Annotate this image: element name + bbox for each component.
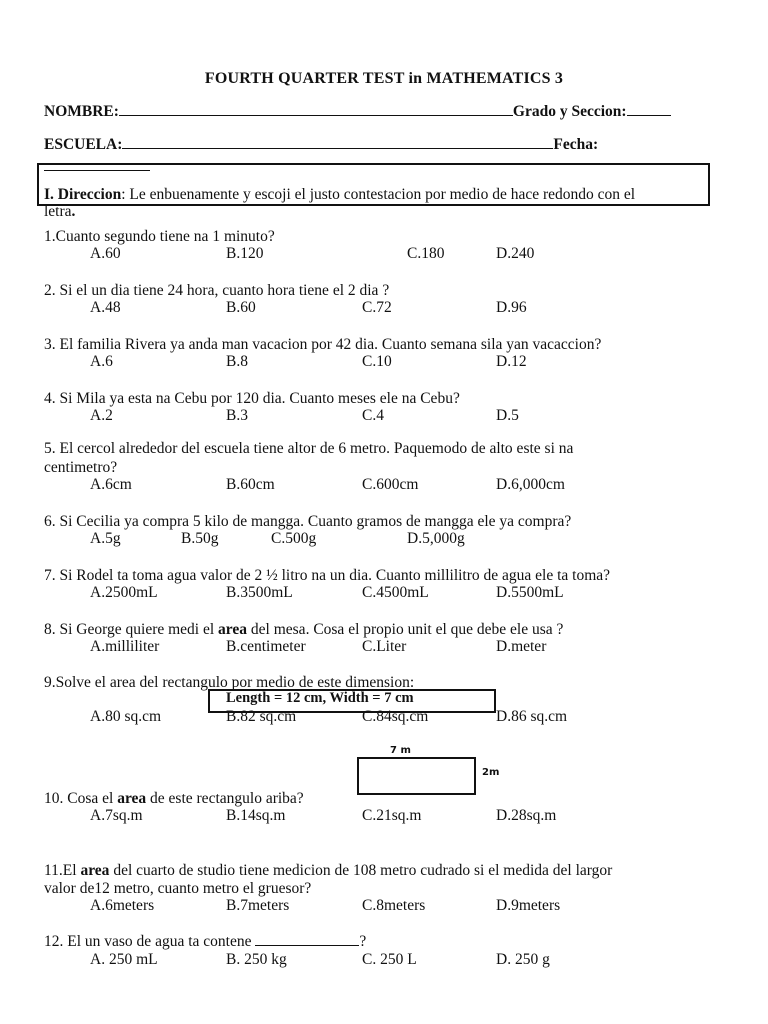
q7-option-a[interactable]: A.2500mL (90, 584, 158, 601)
q10-option-b[interactable]: B.14sq.m (226, 807, 286, 824)
rectangle-figure (357, 757, 476, 795)
q8-option-c[interactable]: C.Liter (362, 638, 407, 655)
question-5-line-1: 5. El cercol alrededor del escuela tiene altor de 6 metro. Paquemodo de alto este si na (44, 440, 574, 457)
q9-option-d[interactable]: D.86 sq.cm (496, 708, 568, 725)
rectangle-width-label: 7 m (390, 745, 411, 756)
question-1: 1.Cuanto segundo tiene na 1 minuto? (44, 228, 275, 245)
rectangle-height-label: 2m (482, 767, 500, 778)
q11-option-d[interactable]: D.9meters (496, 897, 561, 914)
q8-option-a[interactable]: A.milliliter (90, 638, 160, 655)
escuela-label: ESCUELA: (44, 136, 123, 153)
q9-option-a[interactable]: A.80 sq.cm (90, 708, 162, 725)
q5-option-c[interactable]: C.600cm (362, 476, 419, 493)
question-8 (44, 620, 563, 639)
q7-option-d[interactable]: D.5500mL (496, 584, 564, 601)
question-11-line-1 (44, 861, 612, 880)
question-11-bold: area (80, 862, 110, 879)
instructions-text-2: letra (44, 203, 72, 220)
q7-option-b[interactable]: B.3500mL (226, 584, 293, 601)
question-9: 9.Solve el area del rectangulo por medio de este dimension: (44, 674, 415, 691)
question-12 (44, 932, 366, 951)
q6-option-c[interactable]: C.500g (271, 530, 317, 547)
grado-label: Grado y Seccion: (512, 103, 627, 120)
q1-option-d[interactable]: D.240 (496, 245, 535, 262)
q5-option-b[interactable]: B.60cm (226, 476, 275, 493)
question-6: 6. Si Cecilia ya compra 5 kilo de mangga. Cuanto gramos de mangga ele ya compra? (44, 513, 572, 530)
q3-option-a[interactable]: A.6 (90, 353, 113, 370)
question-2: 2. Si el un dia tiene 24 hora, cuanto hora tiene el 2 dia ? (44, 282, 390, 299)
escuela-field (44, 134, 598, 154)
question-10-pre: 10. Cosa el (44, 790, 118, 807)
q8-option-d[interactable]: D.meter (496, 638, 547, 655)
q12-option-a[interactable]: A. 250 mL (90, 951, 158, 968)
q9-option-c[interactable]: C.84sq.cm (362, 708, 429, 725)
q6-option-b[interactable]: B.50g (181, 530, 219, 547)
q4-option-d[interactable]: D.5 (496, 407, 519, 424)
question-5-line-2: centimetro? (44, 459, 118, 476)
question-12-post: ? (359, 933, 367, 950)
q1-option-c[interactable]: C.180 (407, 245, 445, 262)
q4-option-b[interactable]: B.3 (226, 407, 248, 424)
q12-option-d[interactable]: D. 250 g (496, 951, 550, 968)
question-7: 7. Si Rodel ta toma agua valor de 2 ½ litro na un dia. Cuanto millilitro de agua ele ta toma? (44, 567, 611, 584)
q10-option-a[interactable]: A.7sq.m (90, 807, 143, 824)
nombre-label: NOMBRE: (44, 103, 119, 120)
q2-option-b[interactable]: B.60 (226, 299, 256, 316)
q3-option-d[interactable]: D.12 (496, 353, 527, 370)
question-11-line-2: valor de12 metro, cuanto metro el gruesor? (44, 880, 312, 897)
page-title: FOURTH QUARTER TEST in MATHEMATICS 3 (204, 70, 564, 87)
q7-option-c[interactable]: C.4500mL (362, 584, 429, 601)
q11-option-b[interactable]: B.7meters (226, 897, 290, 914)
q1-option-a[interactable]: A.60 (90, 245, 121, 262)
instructions-line-1 (44, 185, 635, 204)
q1-option-b[interactable]: B.120 (226, 245, 264, 262)
question-4: 4. Si Mila ya esta na Cebu por 120 dia. Cuanto meses ele na Cebu? (44, 390, 460, 407)
escuela-blank[interactable] (122, 134, 553, 149)
q6-option-a[interactable]: A.5g (90, 530, 121, 547)
q4-option-a[interactable]: A.2 (90, 407, 113, 424)
question-10-post: de este rectangulo ariba? (146, 790, 304, 807)
q9-option-b[interactable]: B.82 sq.cm (226, 708, 297, 725)
q3-option-b[interactable]: B.8 (226, 353, 248, 370)
q6-option-d[interactable]: D.5,000g (407, 530, 465, 547)
q10-option-d[interactable]: D.28sq.m (496, 807, 557, 824)
question-8-bold: area (218, 621, 248, 638)
nombre-blank[interactable] (119, 101, 513, 116)
q2-option-c[interactable]: C.72 (362, 299, 392, 316)
question-12-blank[interactable] (255, 932, 359, 946)
q10-option-c[interactable]: C.21sq.m (362, 807, 422, 824)
q5-option-d[interactable]: D.6,000cm (496, 476, 565, 493)
instructions-text: : Le enbuenamente y escoji el justo contestacion por medio de hace redondo con el (121, 186, 636, 203)
question-10 (44, 789, 304, 808)
q12-option-c[interactable]: C. 250 L (362, 951, 417, 968)
q5-option-a[interactable]: A.6cm (90, 476, 132, 493)
question-12-pre: 12. El un vaso de agua ta contene (44, 933, 256, 950)
question-11-post: del cuarto de studio tiene medicion de 108 metro cudrado si el medida del largor (109, 862, 613, 879)
q2-option-a[interactable]: A.48 (90, 299, 121, 316)
nombre-field (44, 101, 671, 121)
question-11-pre: 11.El (44, 862, 81, 879)
instructions-line-2: letra. (44, 203, 76, 220)
q11-option-a[interactable]: A.6meters (90, 897, 155, 914)
q8-option-b[interactable]: B.centimeter (226, 638, 306, 655)
dimension-box (208, 689, 496, 713)
question-8-post: del mesa. Cosa el propio unit el que debe ele usa ? (247, 621, 564, 638)
q11-option-c[interactable]: C.8meters (362, 897, 426, 914)
question-3: 3. El familia Rivera ya anda man vacacion por 42 dia. Cuanto semana sila yan vacaccion? (44, 336, 602, 353)
question-10-bold: area (117, 790, 147, 807)
q3-option-c[interactable]: C.10 (362, 353, 392, 370)
instructions-heading: I. Direccion (44, 186, 122, 203)
q2-option-d[interactable]: D.96 (496, 299, 527, 316)
fecha-label: Fecha: (553, 136, 599, 153)
question-8-pre: 8. Si George quiere medi el (44, 621, 219, 638)
q12-option-b[interactable]: B. 250 kg (226, 951, 287, 968)
grado-blank[interactable] (627, 101, 671, 116)
question-9-dimension: Length = 12 cm, Width = 7 cm (226, 690, 414, 706)
q4-option-c[interactable]: C.4 (362, 407, 384, 424)
